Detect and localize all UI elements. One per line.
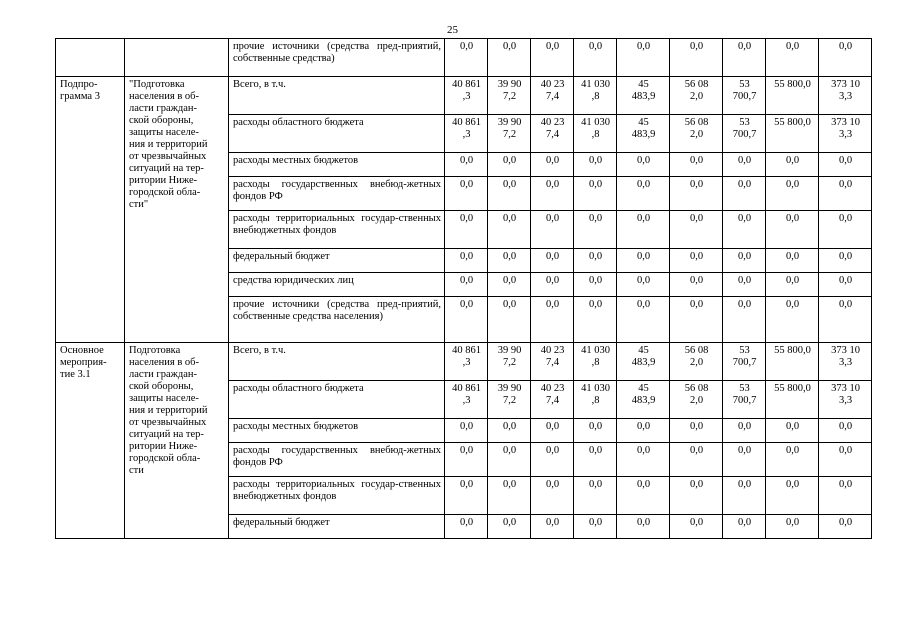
value-cell: 0,0	[488, 515, 531, 539]
value-cell: 0,0	[723, 211, 766, 249]
value-cell: 53 700,7	[723, 343, 766, 381]
value-cell: 0,0	[574, 443, 617, 477]
funding-source-cell: Всего, в т.ч.	[229, 77, 445, 115]
value-cell: 0,0	[488, 297, 531, 343]
value-cell: 0,0	[488, 39, 531, 77]
value-cell: 0,0	[531, 297, 574, 343]
value-cell: 53 700,7	[723, 381, 766, 419]
value-cell: 55 800,0	[766, 77, 819, 115]
value-cell: 39 90 7,2	[488, 77, 531, 115]
value-cell: 0,0	[531, 249, 574, 273]
value-cell: 0,0	[670, 477, 723, 515]
value-cell: 373 10 3,3	[819, 77, 872, 115]
value-cell: 0,0	[766, 443, 819, 477]
value-cell: 40 23 7,4	[531, 115, 574, 153]
table-row	[56, 77, 872, 115]
funding-source-cell: расходы областного бюджета	[229, 381, 445, 419]
value-cell: 0,0	[819, 419, 872, 443]
value-cell: 0,0	[617, 297, 670, 343]
value-cell: 55 800,0	[766, 115, 819, 153]
value-cell: 0,0	[574, 477, 617, 515]
value-cell: 0,0	[819, 249, 872, 273]
value-cell: 40 861 ,3	[445, 343, 488, 381]
value-cell: 0,0	[723, 153, 766, 177]
value-cell: 41 030 ,8	[574, 115, 617, 153]
funding-source-cell: расходы государственных внебюд-жетных фондов РФ	[229, 443, 445, 477]
value-cell: 0,0	[766, 419, 819, 443]
value-cell: 0,0	[445, 515, 488, 539]
funding-source-cell: расходы областного бюджета	[229, 115, 445, 153]
value-cell: 40 23 7,4	[531, 343, 574, 381]
value-cell: 45 483,9	[617, 115, 670, 153]
value-cell: 41 030 ,8	[574, 381, 617, 419]
value-cell: 39 90 7,2	[488, 115, 531, 153]
value-cell: 0,0	[574, 273, 617, 297]
value-cell: 0,0	[488, 443, 531, 477]
value-cell: 0,0	[445, 211, 488, 249]
value-cell: 0,0	[766, 273, 819, 297]
funding-source-cell: прочие источники (средства пред-приятий, собственные средства)	[229, 39, 445, 77]
value-cell: 0,0	[617, 39, 670, 77]
value-cell: 0,0	[445, 153, 488, 177]
value-cell: 0,0	[488, 177, 531, 211]
value-cell: 0,0	[617, 477, 670, 515]
value-cell: 40 861 ,3	[445, 77, 488, 115]
value-cell: 0,0	[445, 177, 488, 211]
value-cell: 0,0	[819, 273, 872, 297]
value-cell: 0,0	[445, 39, 488, 77]
value-cell: 40 861 ,3	[445, 381, 488, 419]
value-cell: 0,0	[617, 249, 670, 273]
value-cell: 0,0	[819, 443, 872, 477]
value-cell: 0,0	[531, 515, 574, 539]
page-number: 25	[447, 24, 458, 36]
value-cell: 40 861 ,3	[445, 115, 488, 153]
value-cell: 0,0	[723, 273, 766, 297]
value-cell: 0,0	[819, 297, 872, 343]
value-cell: 0,0	[488, 153, 531, 177]
program-cell	[56, 39, 125, 77]
value-cell: 0,0	[766, 297, 819, 343]
value-cell: 39 90 7,2	[488, 343, 531, 381]
value-cell: 0,0	[766, 39, 819, 77]
value-cell: 0,0	[723, 443, 766, 477]
value-cell: 41 030 ,8	[574, 343, 617, 381]
value-cell: 56 08 2,0	[670, 115, 723, 153]
value-cell: 0,0	[766, 249, 819, 273]
value-cell: 0,0	[723, 477, 766, 515]
value-cell: 56 08 2,0	[670, 343, 723, 381]
funding-source-cell: федеральный бюджет	[229, 249, 445, 273]
value-cell: 45 483,9	[617, 77, 670, 115]
value-cell: 0,0	[670, 273, 723, 297]
value-cell: 0,0	[766, 211, 819, 249]
value-cell: 0,0	[819, 477, 872, 515]
value-cell: 0,0	[531, 419, 574, 443]
value-cell: 0,0	[531, 153, 574, 177]
value-cell: 0,0	[670, 211, 723, 249]
funding-source-cell: расходы территориальных государ-ственных внебюджетных фондов	[229, 477, 445, 515]
value-cell: 0,0	[670, 419, 723, 443]
value-cell: 0,0	[617, 177, 670, 211]
value-cell: 373 10 3,3	[819, 343, 872, 381]
funding-source-cell: федеральный бюджет	[229, 515, 445, 539]
value-cell: 53 700,7	[723, 115, 766, 153]
value-cell: 0,0	[819, 211, 872, 249]
value-cell: 0,0	[723, 515, 766, 539]
value-cell: 0,0	[445, 273, 488, 297]
value-cell: 56 08 2,0	[670, 77, 723, 115]
value-cell: 0,0	[445, 419, 488, 443]
value-cell: 0,0	[617, 211, 670, 249]
value-cell: 0,0	[574, 515, 617, 539]
funding-source-cell: Всего, в т.ч.	[229, 343, 445, 381]
value-cell: 0,0	[617, 273, 670, 297]
value-cell: 0,0	[531, 39, 574, 77]
funding-source-cell: расходы государственных внебюд-жетных фондов РФ	[229, 177, 445, 211]
value-cell: 0,0	[531, 273, 574, 297]
value-cell: 0,0	[766, 515, 819, 539]
budget-table	[55, 38, 872, 539]
value-cell: 0,0	[488, 477, 531, 515]
program-cell: Основное мероприя- тие 3.1	[56, 343, 125, 539]
value-cell: 0,0	[819, 515, 872, 539]
value-cell: 0,0	[531, 211, 574, 249]
value-cell: 0,0	[445, 443, 488, 477]
value-cell: 0,0	[670, 177, 723, 211]
value-cell: 0,0	[670, 515, 723, 539]
value-cell: 0,0	[723, 177, 766, 211]
program-cell: Подпро- грамма 3	[56, 77, 125, 343]
value-cell: 0,0	[617, 419, 670, 443]
table-row	[56, 39, 872, 77]
value-cell: 0,0	[723, 297, 766, 343]
program-name-cell: "Подготовка населения в об- ласти граждан- ской обороны, защиты населе- ния и территорий от чрезвычайных ситуаций на тер- ритории Ниже- городской обла- сти"	[125, 77, 229, 343]
value-cell: 40 23 7,4	[531, 381, 574, 419]
value-cell: 0,0	[574, 211, 617, 249]
value-cell: 0,0	[819, 177, 872, 211]
value-cell: 0,0	[617, 515, 670, 539]
value-cell: 0,0	[531, 443, 574, 477]
value-cell: 45 483,9	[617, 381, 670, 419]
program-name-cell	[125, 39, 229, 77]
funding-source-cell: расходы территориальных государ-ственных внебюджетных фондов	[229, 211, 445, 249]
value-cell: 0,0	[819, 39, 872, 77]
value-cell: 0,0	[670, 153, 723, 177]
value-cell: 0,0	[574, 39, 617, 77]
value-cell: 0,0	[617, 443, 670, 477]
value-cell: 0,0	[488, 249, 531, 273]
value-cell: 45 483,9	[617, 343, 670, 381]
value-cell: 0,0	[531, 477, 574, 515]
value-cell: 0,0	[445, 477, 488, 515]
value-cell: 0,0	[445, 249, 488, 273]
value-cell: 0,0	[574, 419, 617, 443]
value-cell: 0,0	[488, 273, 531, 297]
funding-source-cell: прочие источники (средства пред-приятий, собственные средства населения)	[229, 297, 445, 343]
value-cell: 0,0	[723, 39, 766, 77]
value-cell: 39 90 7,2	[488, 381, 531, 419]
program-name-cell: Подготовка населения в об- ласти граждан- ской обороны, защиты населе- ния и территорий от чрезвычайных ситуаций на тер- ритории Ниже- городской обла- сти	[125, 343, 229, 539]
value-cell: 0,0	[488, 211, 531, 249]
value-cell: 0,0	[670, 297, 723, 343]
value-cell: 0,0	[670, 39, 723, 77]
value-cell: 0,0	[574, 249, 617, 273]
value-cell: 55 800,0	[766, 381, 819, 419]
value-cell: 0,0	[723, 419, 766, 443]
value-cell: 0,0	[445, 297, 488, 343]
value-cell: 0,0	[766, 153, 819, 177]
value-cell: 0,0	[819, 153, 872, 177]
value-cell: 373 10 3,3	[819, 381, 872, 419]
table-row	[56, 343, 872, 381]
value-cell: 0,0	[766, 477, 819, 515]
value-cell: 0,0	[766, 177, 819, 211]
value-cell: 40 23 7,4	[531, 77, 574, 115]
value-cell: 0,0	[617, 153, 670, 177]
value-cell: 0,0	[670, 249, 723, 273]
value-cell: 0,0	[574, 177, 617, 211]
value-cell: 41 030 ,8	[574, 77, 617, 115]
value-cell: 53 700,7	[723, 77, 766, 115]
value-cell: 0,0	[488, 419, 531, 443]
value-cell: 56 08 2,0	[670, 381, 723, 419]
value-cell: 0,0	[531, 177, 574, 211]
value-cell: 0,0	[574, 153, 617, 177]
value-cell: 0,0	[723, 249, 766, 273]
funding-source-cell: расходы местных бюджетов	[229, 419, 445, 443]
funding-source-cell: средства юридических лиц	[229, 273, 445, 297]
value-cell: 0,0	[670, 443, 723, 477]
value-cell: 55 800,0	[766, 343, 819, 381]
value-cell: 373 10 3,3	[819, 115, 872, 153]
funding-source-cell: расходы местных бюджетов	[229, 153, 445, 177]
value-cell: 0,0	[574, 297, 617, 343]
table-body	[56, 39, 872, 539]
